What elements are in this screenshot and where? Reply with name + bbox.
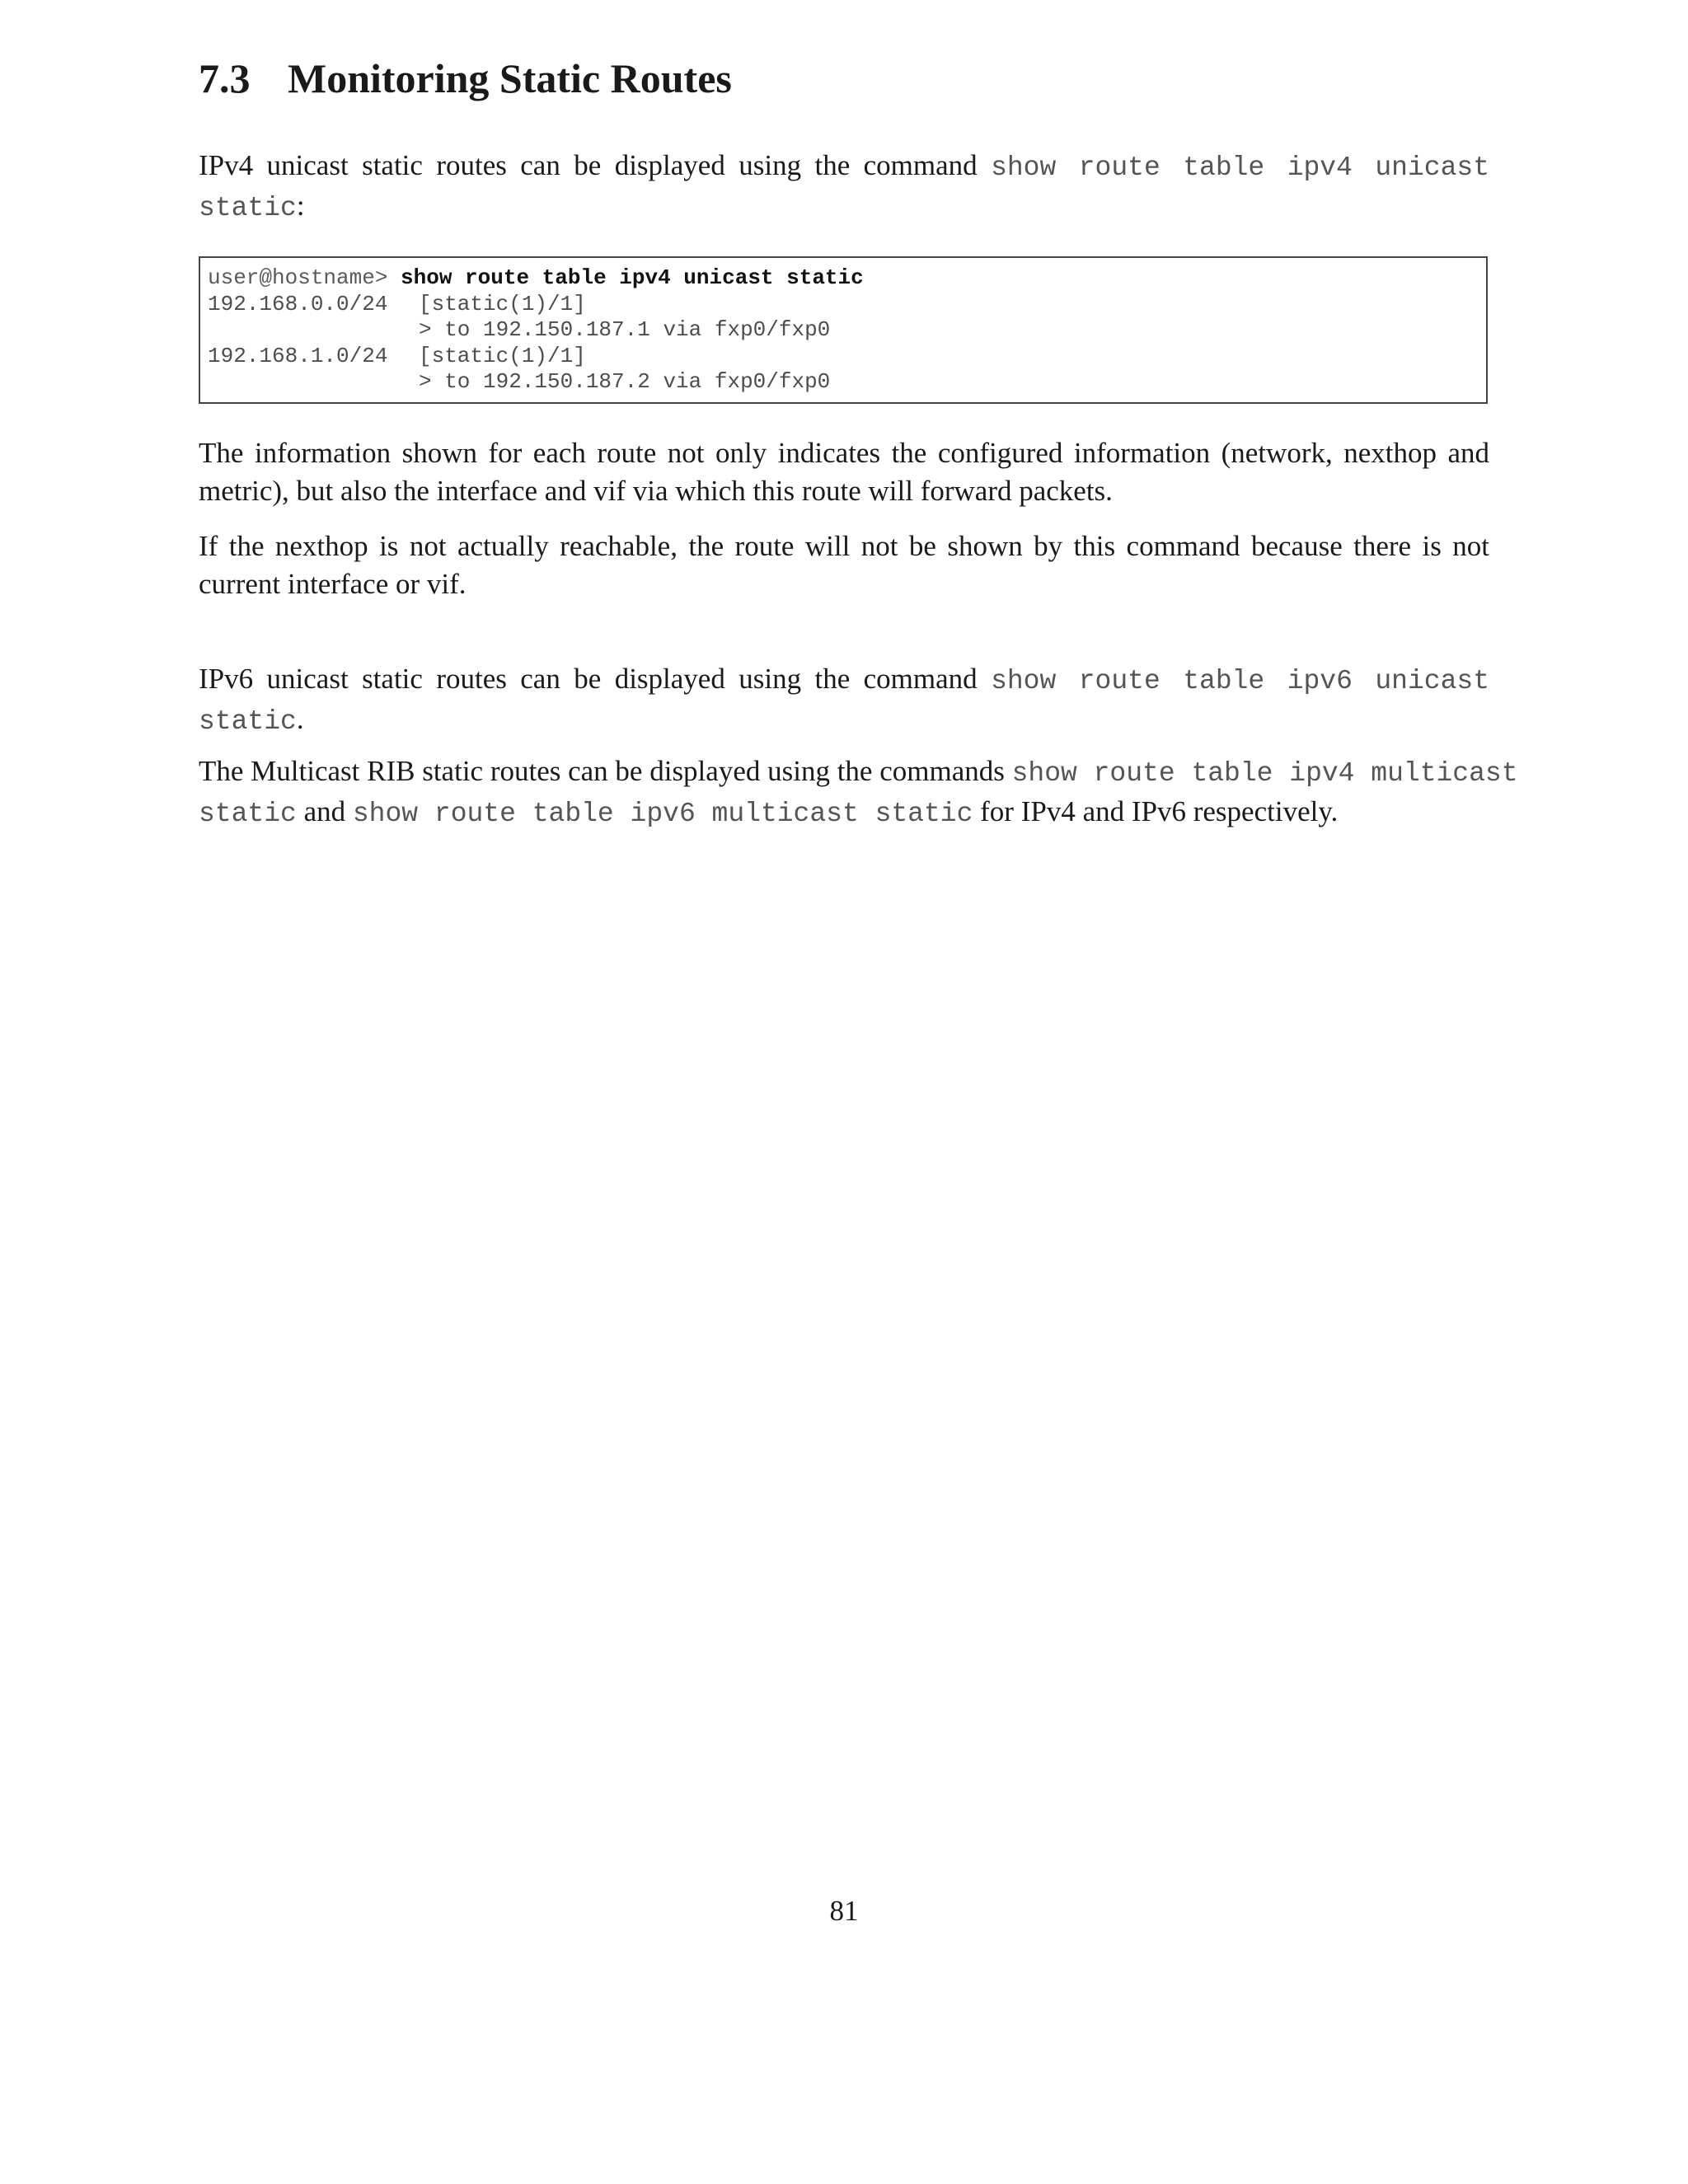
multicast-suffix: for IPv4 and IPv6 respectively. (980, 795, 1339, 827)
route-nexthop: > to 192.150.187.1 via fxp0/fxp0 (419, 317, 831, 342)
route-protocol: [static(1)/1] (419, 343, 586, 368)
section-title: Monitoring Static Routes (288, 55, 732, 101)
nexthop-paragraph: If the nexthop is not actually reachable, the route will not be shown by this command because there is not current interface or vif. (199, 530, 1489, 600)
multicast-text: The Multicast RIB static routes can be displayed using the commands (199, 755, 1005, 787)
route-entry-line (208, 292, 1486, 318)
route-nexthop-line (208, 369, 1486, 396)
terminal-output (199, 256, 1488, 404)
route-network: 192.168.1.0/24 (208, 343, 388, 368)
route-nexthop-line (208, 317, 1486, 344)
multicast-conjunction: and (303, 795, 346, 827)
intro-text: IPv4 unicast static routes can be displayed using the command (199, 149, 978, 181)
terminal-command: show route table ipv4 unicast static (401, 265, 864, 290)
multicast-ipv6-command: show route table ipv6 multicast static (352, 799, 973, 829)
terminal-prompt: user@hostname> (208, 265, 388, 290)
page-number: 81 (829, 1895, 859, 1927)
intro-paragraph (199, 147, 1489, 227)
multicast-ipv4-command: show route table ipv4 multicast static (199, 758, 1518, 829)
ipv6-suffix: . (296, 703, 304, 735)
intro-suffix: : (296, 190, 305, 222)
route-entry-line (208, 344, 1486, 370)
ipv6-text: IPv6 unicast static routes can be displayed using the command (199, 663, 978, 695)
route-nexthop: > to 192.150.187.2 via fxp0/fxp0 (419, 369, 831, 394)
section-number: 7.3 (199, 55, 251, 101)
intro-command: show route table ipv4 unicast static (199, 152, 1489, 223)
info-paragraph: The information shown for each route not only indicates the configured information (network, nexthop and metric), but also the interface and vif via which this route will forward packets. (199, 437, 1489, 507)
ipv6-paragraph (199, 660, 1489, 741)
route-protocol: [static(1)/1] (419, 291, 586, 316)
section-heading (199, 51, 732, 105)
terminal-command-line (208, 265, 1486, 292)
ipv6-command: show route table ipv6 unicast static (199, 666, 1489, 737)
multicast-paragraph (199, 752, 1542, 833)
route-network: 192.168.0.0/24 (208, 291, 388, 316)
